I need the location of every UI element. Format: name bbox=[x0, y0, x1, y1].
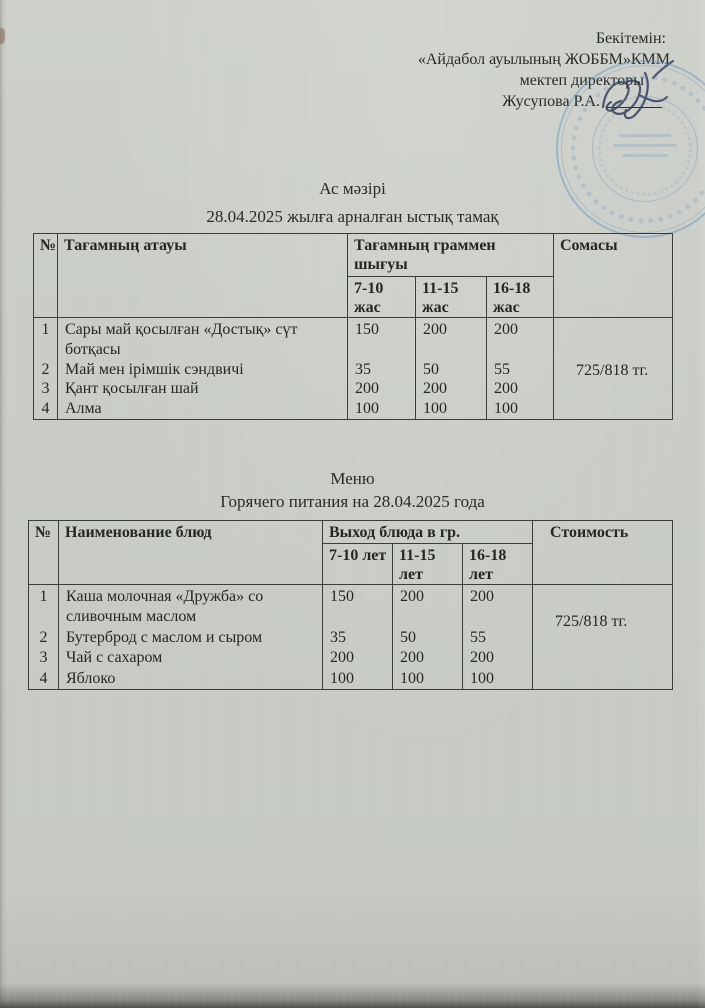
cell-line: 3 bbox=[41, 380, 50, 398]
col-header-age-16-18: 16-18 лет bbox=[463, 544, 533, 585]
kazakh-menu-table bbox=[33, 233, 673, 420]
cell-line: 3 bbox=[39, 649, 48, 667]
approval-position: мектеп директоры bbox=[519, 72, 644, 89]
cell-line: 1 bbox=[41, 321, 50, 338]
cell-line bbox=[494, 340, 553, 360]
cell-line: 35 bbox=[355, 360, 371, 378]
cell-line: сливочным маслом bbox=[66, 608, 197, 626]
col-header-age-7-10: 7-10 лет bbox=[323, 544, 393, 585]
cell-line: 200 bbox=[423, 380, 447, 398]
total-price-value: 725/818 тг. bbox=[555, 613, 628, 630]
cell-grams-11-15 bbox=[416, 318, 487, 420]
cell-grams-7-10 bbox=[323, 585, 393, 690]
kazakh-menu-subtitle: 28.04.2025 жылға арналған ыстық тамақ bbox=[206, 207, 499, 226]
cell-line: 50 bbox=[423, 360, 439, 378]
total-price-value: 725/818 тг. bbox=[576, 362, 649, 379]
cell-grams-16-18 bbox=[487, 318, 554, 420]
cell-grams-16-18 bbox=[463, 585, 533, 690]
cell-line bbox=[423, 340, 486, 360]
cell-line: Бутерброд с маслом и сыром bbox=[66, 628, 263, 646]
cell-line: Қант қосылған шай bbox=[65, 380, 199, 398]
cell-line: 200 bbox=[400, 588, 424, 605]
table-body-row bbox=[34, 318, 673, 420]
cell-line: 100 bbox=[355, 400, 379, 418]
cell-line: 4 bbox=[41, 400, 50, 418]
cell-line bbox=[470, 607, 532, 627]
col-header-dish: Тағамның атауы bbox=[58, 234, 348, 318]
col-header-age-11-15: 11-15 жас bbox=[416, 277, 487, 318]
cell-line: 200 bbox=[494, 380, 518, 398]
cell-line: 2 bbox=[39, 628, 48, 646]
signature-underline bbox=[606, 107, 662, 108]
russian-menu-title: Меню bbox=[330, 469, 375, 488]
cell-line bbox=[330, 607, 392, 627]
cell-line: 200 bbox=[470, 649, 494, 667]
cell-row-numbers bbox=[29, 585, 59, 690]
kazakh-menu-title: Ас мәзірі bbox=[319, 179, 386, 198]
cell-line: Сары май қосылған «Достық» сүт bbox=[65, 321, 298, 338]
cell-line: 200 bbox=[423, 321, 447, 338]
approval-label: Бекітемін: bbox=[595, 30, 666, 47]
cell-line: 50 bbox=[400, 628, 416, 646]
cell-line: 100 bbox=[400, 669, 424, 687]
col-header-grams bbox=[348, 234, 554, 277]
cell-line: 100 bbox=[494, 400, 518, 418]
cell-line: 150 bbox=[330, 588, 354, 605]
col-header-total: Сомасы bbox=[554, 234, 673, 318]
table-body-row bbox=[29, 585, 673, 690]
cell-line: Каша молочная «Дружба» со bbox=[66, 588, 264, 605]
col-header-dish: Наименование блюд bbox=[59, 521, 323, 585]
cell-line bbox=[400, 607, 462, 627]
cell-line bbox=[34, 340, 57, 360]
cell-line: 35 bbox=[330, 628, 346, 646]
approval-signature-line bbox=[418, 91, 670, 112]
col-header-no: № bbox=[34, 234, 58, 318]
col-header-age-11-15: 11-15 лет bbox=[393, 544, 463, 585]
cell-total-price bbox=[554, 318, 673, 420]
cell-line: 200 bbox=[494, 321, 518, 338]
scan-edge-artifact bbox=[0, 28, 5, 44]
director-name: Жусупова Р.А. bbox=[502, 93, 600, 110]
cell-total-price bbox=[533, 585, 673, 690]
cell-line bbox=[29, 607, 58, 627]
col-header-grams: Выход блюда в гр. bbox=[323, 521, 533, 544]
cell-line: 100 bbox=[330, 669, 354, 687]
cell-line: 4 bbox=[39, 669, 48, 687]
cell-line: 55 bbox=[494, 360, 510, 378]
cell-grams-11-15 bbox=[393, 585, 463, 690]
cell-line: Чай с сахаром bbox=[66, 649, 163, 667]
col-header-age-7-10: 7-10 жас bbox=[348, 277, 416, 318]
cell-dish-names bbox=[58, 318, 348, 420]
col-header-age-16-18: 16-18 жас bbox=[487, 277, 554, 318]
cell-line bbox=[355, 340, 415, 360]
approval-organization: «Айдабол ауылының ЖОББМ»КММ bbox=[417, 51, 670, 68]
cell-line: Алма bbox=[65, 400, 102, 418]
cell-line: 55 bbox=[470, 628, 486, 646]
approval-block bbox=[418, 28, 670, 112]
cell-line: 2 bbox=[41, 360, 50, 378]
cell-line: 150 bbox=[355, 321, 379, 338]
cell-row-numbers bbox=[34, 318, 58, 420]
col-header-grams-text: Тағамның граммен шығуы bbox=[354, 237, 496, 273]
russian-menu-table bbox=[28, 520, 673, 690]
stamp-center-text-line bbox=[619, 134, 671, 137]
col-header-no: № bbox=[29, 521, 59, 585]
stamp-center-text-line bbox=[622, 154, 668, 157]
cell-line: ботқасы bbox=[65, 340, 121, 358]
stamp-center-text-line bbox=[613, 144, 677, 147]
cell-line: 100 bbox=[470, 669, 494, 687]
col-header-total: Стоимость bbox=[533, 521, 673, 585]
cell-line: Май мен ірімшік сэндвичі bbox=[65, 360, 244, 378]
cell-line: 1 bbox=[39, 588, 48, 605]
russian-menu-subtitle: Горячего питания на 28.04.2025 года bbox=[220, 492, 485, 511]
cell-grams-7-10 bbox=[348, 318, 416, 420]
cell-line: Яблоко bbox=[66, 669, 116, 687]
cell-line: 200 bbox=[355, 380, 379, 398]
cell-line: 100 bbox=[423, 400, 447, 418]
cell-dish-names bbox=[59, 585, 323, 690]
cell-line: 200 bbox=[470, 588, 494, 605]
cell-line: 200 bbox=[400, 649, 424, 667]
cell-line: 200 bbox=[330, 649, 354, 667]
